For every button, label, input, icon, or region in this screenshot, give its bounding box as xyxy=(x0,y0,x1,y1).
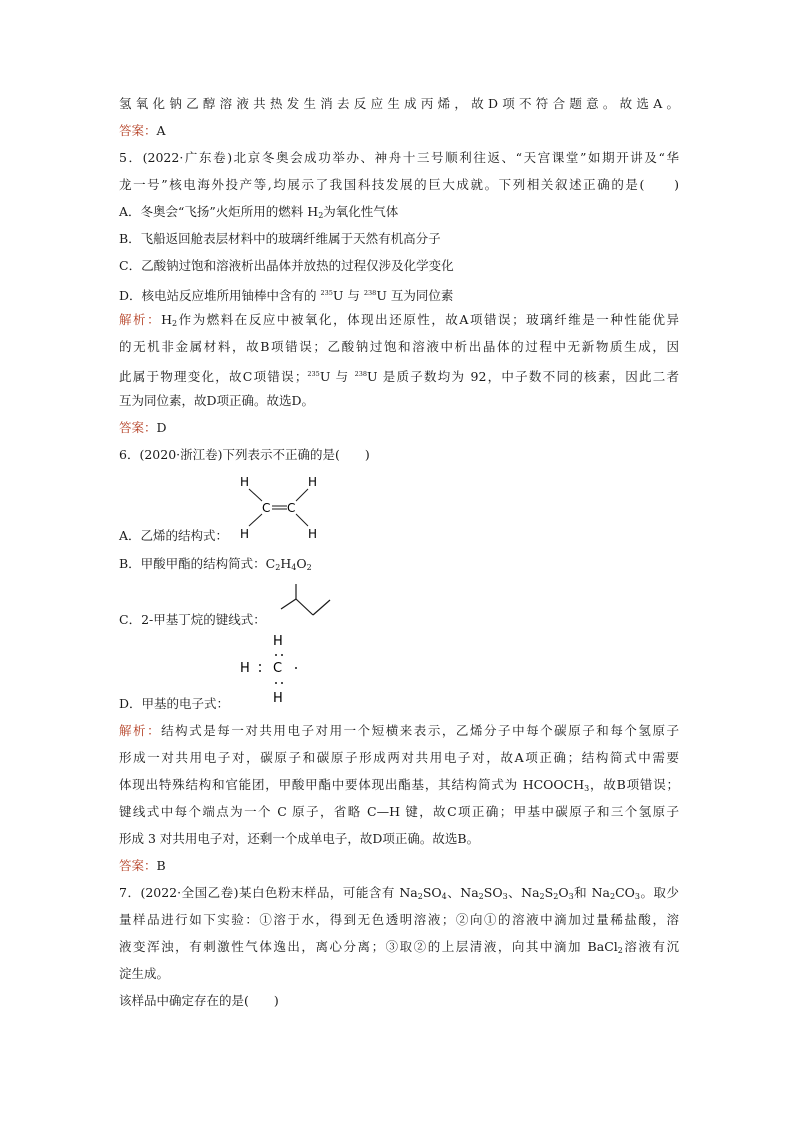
option-a: A．乙烯的结构式： xyxy=(119,528,229,543)
option-b: B．甲酸甲酯的结构简式：C2H4O2 xyxy=(119,556,312,572)
svg-text:H: H xyxy=(240,475,250,489)
svg-text:H: H xyxy=(273,634,283,649)
svg-text:H: H xyxy=(308,527,318,541)
option-a: A．冬奥会“飞扬”火炬所用的燃料 H2为氧化性气体 xyxy=(119,204,399,220)
svg-text:C: C xyxy=(273,661,283,676)
question-7-line-2: 量样品进行如下实验：①溶于水，得到无色透明溶液；②向①的溶液中滴加过量稀盐酸，溶 xyxy=(119,912,679,927)
explanation-line: 此属于物理变化，故C项错误；$^{235}$U 与 $^{238}$U 是质子数均为 92，中子数不同的核素，因此二者 xyxy=(119,369,679,384)
question-7-line-3: 液变浑浊，有刺激性气体逸出，离心分离；③取②的上层清液，向其中滴加 BaCl2溶液有沉 xyxy=(119,939,679,955)
svg-text:H: H xyxy=(308,475,318,489)
explanation-line: 解析：H2作为燃料在反应中被氧化，体现出还原性，故A项错误；玻璃纤维是一种性能优异 xyxy=(119,312,679,328)
answer-label: 答案： xyxy=(119,123,157,138)
option-d: D．甲基的电子式： xyxy=(119,696,230,711)
option-c: C．乙酸钠过饱和溶液析出晶体并放热的过程仅涉及化学变化 xyxy=(119,258,454,273)
option-c: C．2-甲基丁烷的键线式： xyxy=(119,612,266,627)
svg-text:H: H xyxy=(240,527,250,541)
question-5-line-1: 5．(2022·广东卷)北京冬奥会成功举办、神舟十三号顺利往返、“天宫课堂”如期开讲及“华 xyxy=(119,150,679,165)
explanation-line: 的无机非金属材料，故B项错误；乙酸钠过饱和溶液中析出晶体的过程中无新物质生成，因 xyxy=(119,339,679,354)
explanation-line: 解析：结构式是每一对共用电子对用一个短横来表示，乙烯分子中每个碳原子和每个氢原子 xyxy=(119,723,679,738)
explanation-line: 形成一对共用电子对，碳原子和碳原子形成两对共用电子对，故A项正确；结构简式中需要 xyxy=(119,750,679,765)
svg-text:C: C xyxy=(262,501,271,515)
question-7-line-4: 淀生成。 xyxy=(119,966,170,981)
explanation-line: 键线式中每个端点为一个 C 原子，省略 C—H 键，故C项正确；甲基中碳原子和三个氢原子 xyxy=(119,804,679,819)
answer-label: 答案： xyxy=(119,420,157,435)
question-7-line-1: 7．(2022·全国乙卷)某白色粉末样品，可能含有 Na2SO4、Na2SO3、Na2S2O3和 Na2CO3。取少 xyxy=(119,885,680,901)
answer-line: 答案：D xyxy=(119,420,167,435)
option-d: D．核电站反应堆所用铀棒中含有的 $^{235}$U 与 $^{238}$U 互为同位素 xyxy=(119,288,454,303)
question-5-line-2: 龙一号”核电海外投产等,均展示了我国科技发展的巨大成就。下列相关叙述正确的是( ) xyxy=(119,177,679,192)
explanation-line: 互为同位素，故D项正确。故选D。 xyxy=(119,393,315,408)
explanation-label: 解析： xyxy=(119,723,162,738)
question-7-line-5: 该样品中确定存在的是( ) xyxy=(119,993,279,1008)
question-6: 6．(2020·浙江卷)下列表示不正确的是( ) xyxy=(119,447,370,462)
answer-line: 答案：B xyxy=(119,858,166,873)
svg-text:C: C xyxy=(287,501,296,515)
answer-label: 答案： xyxy=(119,858,157,873)
explanation-line: 形成 3 对共用电子对，还剩一个成单电子，故D项正确。故选B。 xyxy=(119,831,480,846)
svg-text:H: H xyxy=(273,691,283,706)
explanation-line: 体现出特殊结构和官能团，甲酸甲酯中要体现出酯基，其结构简式为 HCOOCH3，故B项错误； xyxy=(119,777,680,793)
text-line: 氢氧化钠乙醇溶液共热发生消去反应生成丙烯，故D项不符合题意。故选A。 xyxy=(119,96,679,111)
svg-text:H: H xyxy=(240,661,250,676)
answer-line: 答案：A xyxy=(119,123,166,138)
option-b: B．飞船返回舱表层材料中的玻璃纤维属于天然有机高分子 xyxy=(119,231,441,246)
explanation-label: 解析： xyxy=(119,312,162,327)
